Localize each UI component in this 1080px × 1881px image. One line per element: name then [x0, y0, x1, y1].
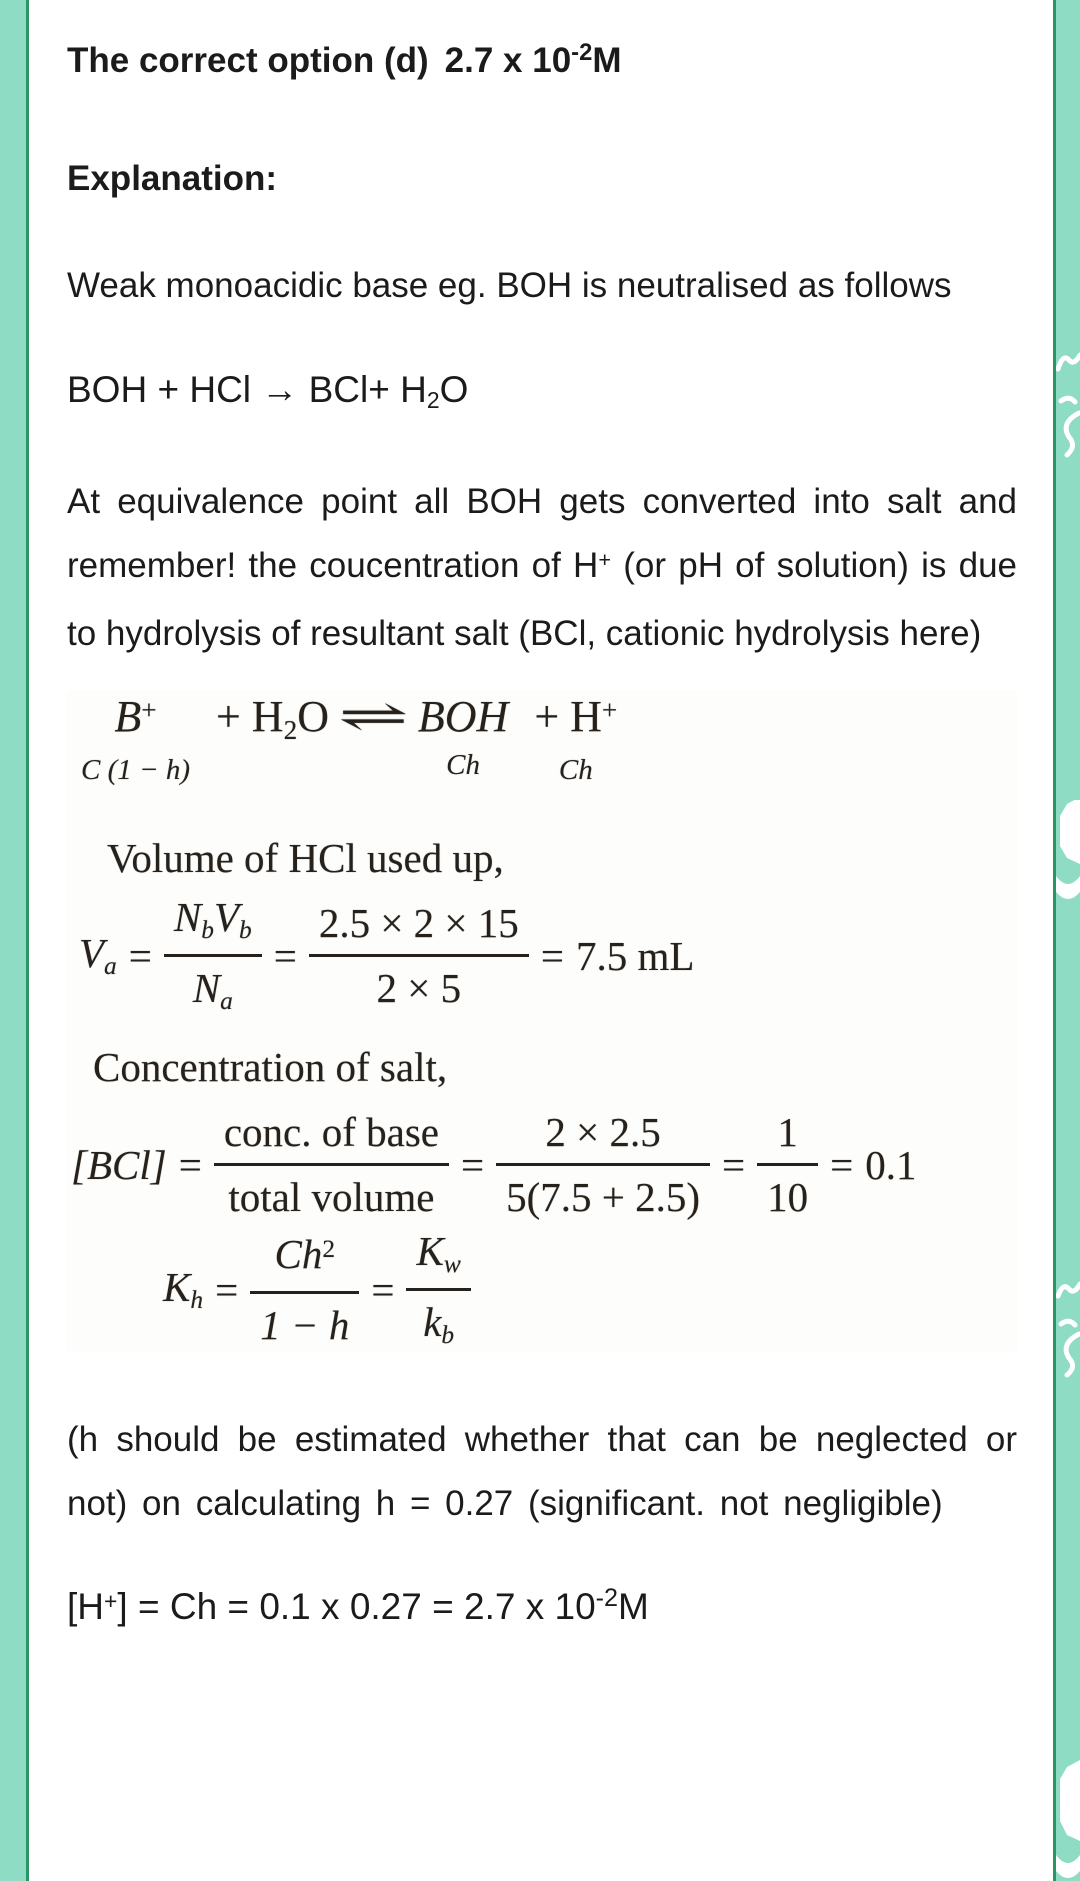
kh-equation: Kh = $\frac{Ch^2}{1 - h}$ = $\frac{Kw}{kb}$: [163, 1227, 1017, 1352]
fraction: $\frac{Ch^2}{1 - h}$: [250, 1230, 359, 1349]
fraction: $\frac{Kw}{kb}$: [406, 1227, 470, 1352]
answer-value: 2.7 x $10^{-2}M$: [444, 39, 622, 80]
correct-option-line: [67, 38, 1017, 88]
species-h2o: + H2O: [215, 692, 329, 745]
va-result: 7.5 mL: [575, 932, 695, 979]
bcl-result: 0.1: [865, 1141, 917, 1188]
va-equation: Va = $\frac{\text{NbVb}}{Na}$ = $\frac{2.5 \times 2 \times 15}{2 \times 5}$ = 7.5 mL: [79, 893, 1017, 1018]
paragraph-h-estimate: (h should be estimated whether that can be neglected or not) on calculating h = 0.27 (significant. not negligible): [67, 1420, 1017, 1523]
doodle-squiggle-icon: [1056, 345, 1080, 460]
equilibrium-arrow-icon: ⇌: [338, 692, 409, 741]
under-label-b: C (1 − h): [81, 754, 190, 786]
right-green-border: [1053, 0, 1056, 1881]
volume-caption: Volume of HCl used up,: [107, 835, 504, 881]
hydrolysis-equation: [81, 690, 1017, 789]
concentration-caption: Concentration of salt,: [93, 1044, 448, 1090]
species-h-plus: + H+ Ch: [534, 690, 617, 789]
neutralisation-equation: BOH + HCl → BCl+ H2O: [67, 369, 469, 414]
under-label-boh: Ch: [446, 749, 481, 781]
doodle-squiggle-icon: [1056, 1278, 1080, 1378]
left-teal-strip: [0, 0, 26, 1881]
right-teal-strip: [1056, 0, 1080, 1881]
fraction: $\frac{2 \times 2.5}{5(7.5 + 2.5)}$: [496, 1108, 710, 1221]
answer-page: [29, 0, 1053, 1881]
fraction: $\frac{1}{10}$: [757, 1108, 818, 1221]
answer-exponent: -2: [571, 39, 593, 67]
paragraph-intro: Weak monoacidic base eg. BOH is neutralised as follows: [67, 266, 952, 305]
fraction: $\frac{\text{conc. of base}}{\text{total volume}}$: [214, 1108, 449, 1221]
explanation-heading: Explanation:: [67, 159, 278, 198]
scanned-solution-figure: [67, 690, 1017, 1352]
bcl-equation: [BCl] = $\frac{\text{conc. of base}}{\text{total volume}}$ = $\frac{2 \times 2.5}{5(7.5 + 2.5)}$ = $\frac{1}{10}$ = 0.1: [71, 1109, 917, 1220]
species-b-plus: B+ C (1 − h): [81, 690, 190, 789]
right-arrow: →: [261, 369, 299, 410]
final-result-line: [H+] = Ch = 0.1 x 0.27 = 2.7 x $10^{-2}M$: [67, 1584, 649, 1627]
fraction: $\frac{\text{NbVb}}{Na}$: [164, 893, 262, 1018]
paragraph-equivalence: At equivalence point all BOH gets converted into salt and remember! the coucentration of H+ (or pH of solution) is due to hydrolysis of resultant salt (BCl, cationic hydrolysis here): [67, 482, 1017, 653]
species-boh: BOH Ch: [418, 690, 508, 784]
under-label-h: Ch: [558, 754, 593, 786]
correct-option-prefix: The correct option (d): [67, 41, 429, 80]
doodle-hexagon-icon: [1056, 800, 1080, 912]
fraction: $\frac{2.5 \times 2 \times 15}{2 \times 5}$: [309, 899, 529, 1012]
doodle-hexagon-icon: [1056, 1755, 1080, 1881]
